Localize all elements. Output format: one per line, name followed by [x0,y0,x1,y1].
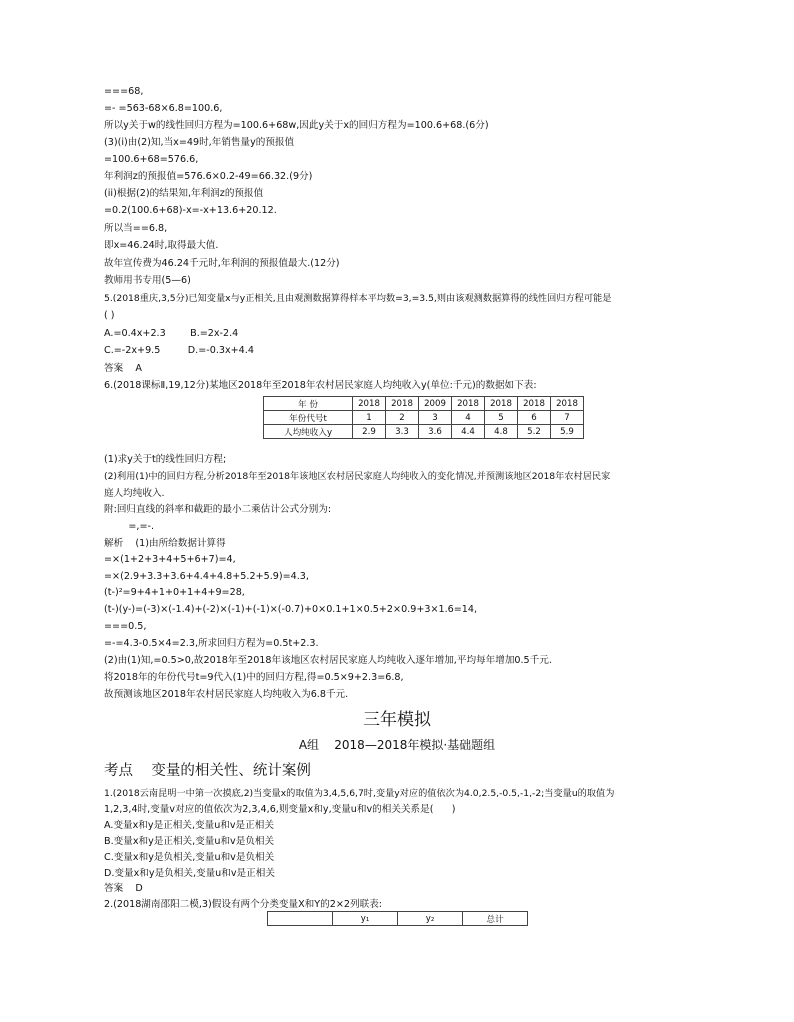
table-cell: 3 [419,411,452,425]
text-line: (2)由(1)知,=0.5>0,故2018年至2018年该地区农村居民家庭人均纯收入逐年增加,平均每年增加0.5千元. [104,655,552,666]
table-cell: 2 [386,411,419,425]
table-cell: 2009 [419,397,452,411]
topic-title: 考点 变量的相关性、统计案例 [104,763,311,779]
text-line: 故预测该地区2018年农村居民家庭人均纯收入为6.8千元. [104,689,349,700]
table-cell: y₁ [333,912,398,926]
table-cell: 2018 [353,397,386,411]
text-line: =- =563-68×6.8=100.6, [104,103,223,114]
table-cell: 人均纯收入y [264,425,353,439]
question-2-stem: 2.(2018湖南邵阳二模,3)假设有两个分类变量X和Y的2×2列联表: [104,899,382,910]
text-line: (3)(i)由(2)知,当x=49时,年销售量y的预报值 [104,137,295,148]
text-line: =100.6+68=576.6, [104,154,199,165]
table-row [264,397,584,411]
text-line: 故年宣传费为46.24千元时,年利润的预报值最大.(12分) [104,258,340,269]
table-cell: 1 [353,411,386,425]
table-cell: 2018 [485,397,518,411]
question-6-stem: 6.(2018课标Ⅱ,19,12分)某地区2018年至2018年农村居民家庭人均纯收入y(单位:千元)的数据如下表: [104,380,537,391]
text-line: (2)利用(1)中的回归方程,分析2018年至2018年该地区农村居民家庭人均纯收入的变化情况,并预测该地区2018年农村居民家 [104,471,611,482]
text-line: =-=4.3-0.5×4=2.3,所求回归方程为=0.5t+2.3. [104,638,319,649]
answer-bracket: ( ) [104,310,115,321]
table-cell: 2018 [551,397,584,411]
question-1-stem-cont: 1,2,3,4时,变量v对应的值依次为2,3,4,6,则变量x和y,变量u和v的相关关系是( ) [104,804,456,815]
table-cell: 5.2 [518,425,551,439]
analysis-label: 解析 (1)由所给数据计算得 [104,538,226,549]
text-line: 年利润z的预报值=576.6×0.2-49=66.32.(9分) [104,171,313,182]
text-line: 即x=46.24时,取得最大值. [104,240,219,251]
table-cell: 2018 [452,397,485,411]
options-cd: C.=-2x+9.5 D.=-0.3x+4.4 [104,345,254,356]
table-cell: 2018 [386,397,419,411]
table-cell: 3.3 [386,425,419,439]
table-row [268,912,528,926]
answer-label: 答案 D [104,883,143,894]
text-line: 附:回归直线的斜率和截距的最小二乘估计公式分别为: [104,504,332,515]
text-line: (1)求y关于t的线性回归方程; [104,454,227,465]
group-title: A组 2018—2018年模拟·基础题组 [298,738,496,752]
table-cell: 4.4 [452,425,485,439]
income-data-table [263,396,584,439]
text-line: 庭人均纯收入. [104,488,165,499]
table-cell: 2.9 [353,425,386,439]
option-a: A.变量x和y是正相关,变量u和v是正相关 [104,820,274,831]
option-c: C.变量x和y是负相关,变量u和v是负相关 [104,852,275,863]
text-line: 将2018年的年份代号t=9代入(1)中的回归方程,得=0.5×9+2.3=6.8, [104,672,404,683]
table-cell: 4 [452,411,485,425]
table-cell: 年 份 [264,397,353,411]
table-cell: y₂ [398,912,463,926]
text-line: =×(2.9+3.3+3.6+4.4+4.8+5.2+5.9)=4.3, [104,571,309,582]
text-line: ===68, [104,86,144,97]
table-cell [268,912,333,926]
table-cell: 年份代号t [264,411,353,425]
table-row [264,425,584,439]
table-cell: 总计 [463,912,528,926]
text-line: =,=-. [104,521,155,532]
question-5-stem: 5.(2018重庆,3,5分)已知变量x与y正相关,且由观测数据算得样本平均数=3,=3.5,则由该观测数据算得的线性回归方程可能是 [104,293,612,304]
text-line: 所以y关于w的线性回归方程为=100.6+68w,因此y关于x的回归方程为=100.6+68.(6分) [104,120,489,131]
contingency-table [267,911,528,926]
text-line: 所以当==6.8, [104,223,168,234]
options-ab: A.=0.4x+2.3 B.=2x-2.4 [104,328,239,339]
table-cell: 2018 [518,397,551,411]
table-cell: 5 [485,411,518,425]
text-line: (t-)(y-)=(-3)×(-1.4)+(-2)×(-1)+(-1)×(-0.7)+0×0.1+1×0.5+2×0.9+3×1.6=14, [104,604,478,615]
question-1-stem: 1.(2018云南昆明一中第一次摸底,2)当变量x的取值为3,4,5,6,7时,变量y对应的值依次为4.0,2.5,-0.5,-1,-2;当变量u的取值为 [104,788,615,799]
table-cell: 6 [518,411,551,425]
answer-label: 答案 A [104,363,142,374]
section-title: 三年模拟 [363,710,431,730]
text-line: ===0.5, [104,621,147,632]
text-line: (t-)²=9+4+1+0+1+4+9=28, [104,587,245,598]
table-cell: 4.8 [485,425,518,439]
text-line: =×(1+2+3+4+5+6+7)=4, [104,554,236,565]
table-cell: 5.9 [551,425,584,439]
option-d: D.变量x和y是负相关,变量u和v是正相关 [104,868,275,879]
text-line: 教师用书专用(5—6) [104,275,191,286]
table-cell: 7 [551,411,584,425]
text-line: =0.2(100.6+68)-x=-x+13.6+20.12. [104,205,277,216]
option-b: B.变量x和y是正相关,变量u和v是负相关 [104,836,275,847]
text-line: (ii)根据(2)的结果知,年利润z的预报值 [104,188,264,199]
table-row [264,411,584,425]
table-cell: 3.6 [419,425,452,439]
